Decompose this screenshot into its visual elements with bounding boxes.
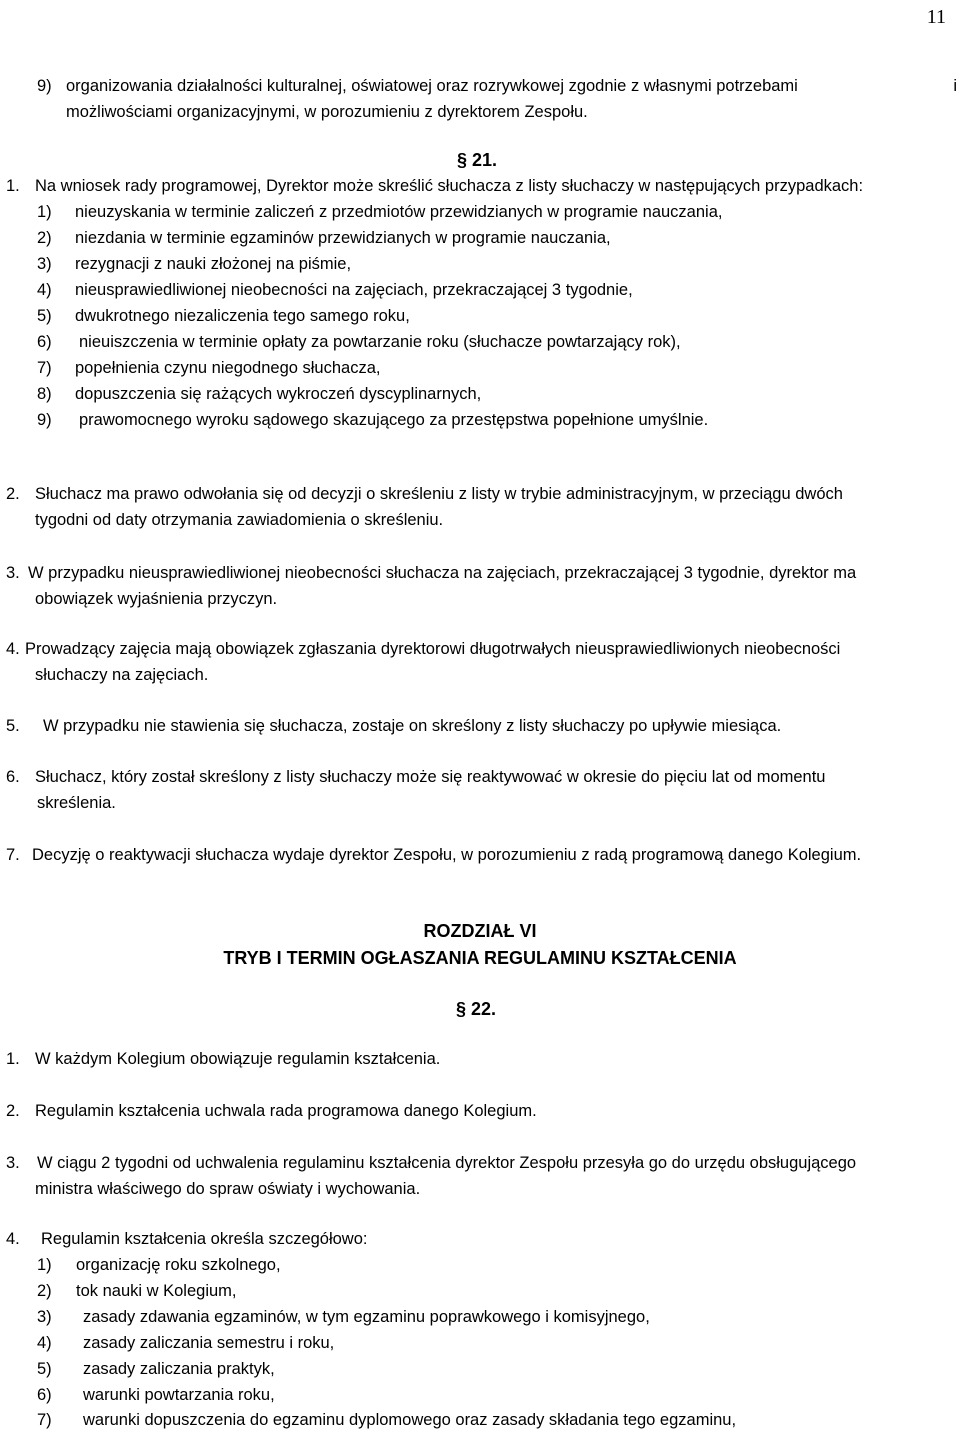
list-item-text: prawomocnego wyroku sądowego skazującego za przestępstwa popełnione umyślnie. xyxy=(79,411,709,429)
paragraph-text: W przypadku nie stawienia się słuchacza, zostaje on skreślony z listy słuchaczy po upływie miesiąca. xyxy=(43,717,782,735)
list-item-number: 2) xyxy=(37,229,52,247)
list-item-number: 7) xyxy=(37,359,52,377)
paragraph xyxy=(6,842,861,868)
paragraph-text: Decyzję o reaktywacji słuchacza wydaje dyrektor Zespołu, w porozumieniu z radą programową danego Kolegium. xyxy=(32,846,862,864)
paragraph-number: 5. xyxy=(6,717,20,735)
list-item-text: niezdania w terminie egzaminów przewidzianych w programie nauczania, xyxy=(75,229,611,247)
paragraph-text: Na wniosek rady programowej, Dyrektor może skreślić słuchacza z listy słuchaczy w następujących przypadkach: xyxy=(35,177,864,195)
list-item-number: 1) xyxy=(37,1256,52,1274)
list-item-text: zasady zdawania egzaminów, w tym egzaminu poprawkowego i komisyjnego, xyxy=(83,1308,650,1326)
paragraph-continuation: obowiązek wyjaśnienia przyczyn. xyxy=(35,590,278,608)
list-item xyxy=(37,1382,275,1408)
paragraph-text: Prowadzący zajęcia mają obowiązek zgłaszania dyrektorowi długotrwałych nieusprawiedliwionych nieobecności xyxy=(25,640,841,658)
paragraph xyxy=(6,481,843,507)
paragraph-number: 4. xyxy=(6,1230,20,1248)
list-item xyxy=(37,303,410,329)
chapter-title: TRYB I TERMIN OGŁASZANIA REGULAMINU KSZTAŁCENIA xyxy=(223,948,737,968)
paragraph-number: 4. xyxy=(6,640,20,658)
paragraph xyxy=(6,1150,856,1176)
list-item-text: popełnienia czynu niegodnego słuchacza, xyxy=(75,359,381,377)
paragraph-number: 1. xyxy=(6,1050,20,1068)
paragraph-continuation: ministra właściwego do spraw oświaty i wychowania. xyxy=(35,1180,421,1198)
list-item-number: 5) xyxy=(37,1360,52,1378)
list-item-text: zasady zaliczania praktyk, xyxy=(83,1360,275,1378)
list-item-number: 8) xyxy=(37,385,52,403)
section-heading: § 21. xyxy=(457,150,498,170)
list-item xyxy=(37,1356,275,1382)
paragraph xyxy=(6,560,856,586)
list-item-text-end: i xyxy=(953,77,957,95)
paragraph-text: W przypadku nieusprawiedliwionej nieobecności słuchacza na zajęciach, przekraczającej 3 tygodnie, dyrektor ma xyxy=(28,564,857,582)
paragraph xyxy=(6,1098,537,1124)
paragraph-number: 6. xyxy=(6,768,20,786)
list-item xyxy=(37,1304,650,1330)
paragraph-number: 1. xyxy=(6,177,20,195)
paragraph-text: Regulamin kształcenia uchwala rada programowa danego Kolegium. xyxy=(35,1102,537,1120)
list-item xyxy=(37,251,351,277)
list-item-text: zasady zaliczania semestru i roku, xyxy=(83,1334,335,1352)
list-item-text: nieusprawiedliwionej nieobecności na zajęciach, przekraczającej 3 tygodnie, xyxy=(75,281,633,299)
list-item-text: dopuszczenia się rażących wykroczeń dyscyplinarnych, xyxy=(75,385,482,403)
paragraph xyxy=(6,1046,440,1072)
list-item-number: 1) xyxy=(37,203,52,221)
list-item-number: 9) xyxy=(37,411,52,429)
paragraph-number: 2. xyxy=(6,485,20,503)
paragraph-text: W ciągu 2 tygodni od uchwalenia regulaminu kształcenia dyrektor Zespołu przesyła go do urzędu obsługującego xyxy=(37,1154,857,1172)
list-item xyxy=(37,1252,281,1278)
paragraph-text: Słuchacz ma prawo odwołania się od decyzji o skreśleniu z listy w trybie administracyjnym, w przeciągu dwóch xyxy=(35,485,843,503)
list-item-text: rezygnacji z nauki złożonej na piśmie, xyxy=(75,255,352,273)
list-item-text: organizowania działalności kulturalnej, oświatowej oraz rozrywkowej zgodnie z własnymi potrzebami xyxy=(66,77,798,95)
paragraph xyxy=(6,173,863,199)
paragraph-number: 7. xyxy=(6,846,20,864)
list-item xyxy=(37,277,633,303)
paragraph-text: Regulamin kształcenia określa szczegółowo: xyxy=(41,1230,368,1248)
paragraph-text: W każdym Kolegium obowiązuje regulamin kształcenia. xyxy=(35,1050,441,1068)
list-item-text: nieuiszczenia w terminie opłaty za powtarzanie roku (słuchacze powtarzający rok), xyxy=(79,333,681,351)
list-item-number: 7) xyxy=(37,1411,52,1429)
list-item-number: 9) xyxy=(37,77,52,95)
list-item xyxy=(37,225,611,251)
paragraph-number: 3. xyxy=(6,1154,20,1172)
list-item-text: warunki powtarzania roku, xyxy=(83,1386,275,1404)
list-item xyxy=(37,73,957,99)
list-item-number: 2) xyxy=(37,1282,52,1300)
list-item-number: 6) xyxy=(37,333,52,351)
paragraph-text: Słuchacz, który został skreślony z listy słuchaczy może się reaktywować w okresie do pięciu lat od momentu xyxy=(35,768,826,786)
list-item-number: 4) xyxy=(37,1334,52,1352)
paragraph xyxy=(6,764,825,790)
list-item-text: nieuzyskania w terminie zaliczeń z przedmiotów przewidzianych w programie nauczania, xyxy=(75,203,723,221)
section-heading: § 22. xyxy=(456,999,497,1019)
paragraph xyxy=(6,1226,368,1252)
list-item-number: 3) xyxy=(37,255,52,273)
paragraph xyxy=(6,713,781,739)
list-item-number: 4) xyxy=(37,281,52,299)
list-item-number: 6) xyxy=(37,1386,52,1404)
list-item-text: dwukrotnego niezaliczenia tego samego roku, xyxy=(75,307,410,325)
list-item xyxy=(37,1407,736,1433)
list-item-number: 5) xyxy=(37,307,52,325)
list-item xyxy=(37,355,380,381)
paragraph-continuation: skreślenia. xyxy=(37,794,116,812)
list-item xyxy=(37,381,481,407)
list-item-text: warunki dopuszczenia do egzaminu dyplomowego oraz zasady składania tego egzaminu, xyxy=(83,1411,737,1429)
list-item xyxy=(37,1330,334,1356)
list-item-continuation: możliwościami organizacyjnymi, w porozumieniu z dyrektorem Zespołu. xyxy=(66,103,588,121)
list-item xyxy=(37,407,708,433)
list-item-text: organizację roku szkolnego, xyxy=(76,1256,281,1274)
list-item xyxy=(37,199,722,225)
paragraph-number: 2. xyxy=(6,1102,20,1120)
paragraph-number: 3. xyxy=(6,564,20,582)
page-number: 11 xyxy=(926,6,946,28)
paragraph-continuation: tygodni od daty otrzymania zawiadomienia o skreśleniu. xyxy=(35,511,444,529)
paragraph xyxy=(6,636,840,662)
list-item xyxy=(37,1278,237,1304)
list-item-number: 3) xyxy=(37,1308,52,1326)
list-item-text: tok nauki w Kolegium, xyxy=(76,1282,237,1300)
list-item xyxy=(37,329,681,355)
paragraph-continuation: słuchaczy na zajęciach. xyxy=(35,666,209,684)
chapter-label: ROZDZIAŁ VI xyxy=(423,921,537,941)
